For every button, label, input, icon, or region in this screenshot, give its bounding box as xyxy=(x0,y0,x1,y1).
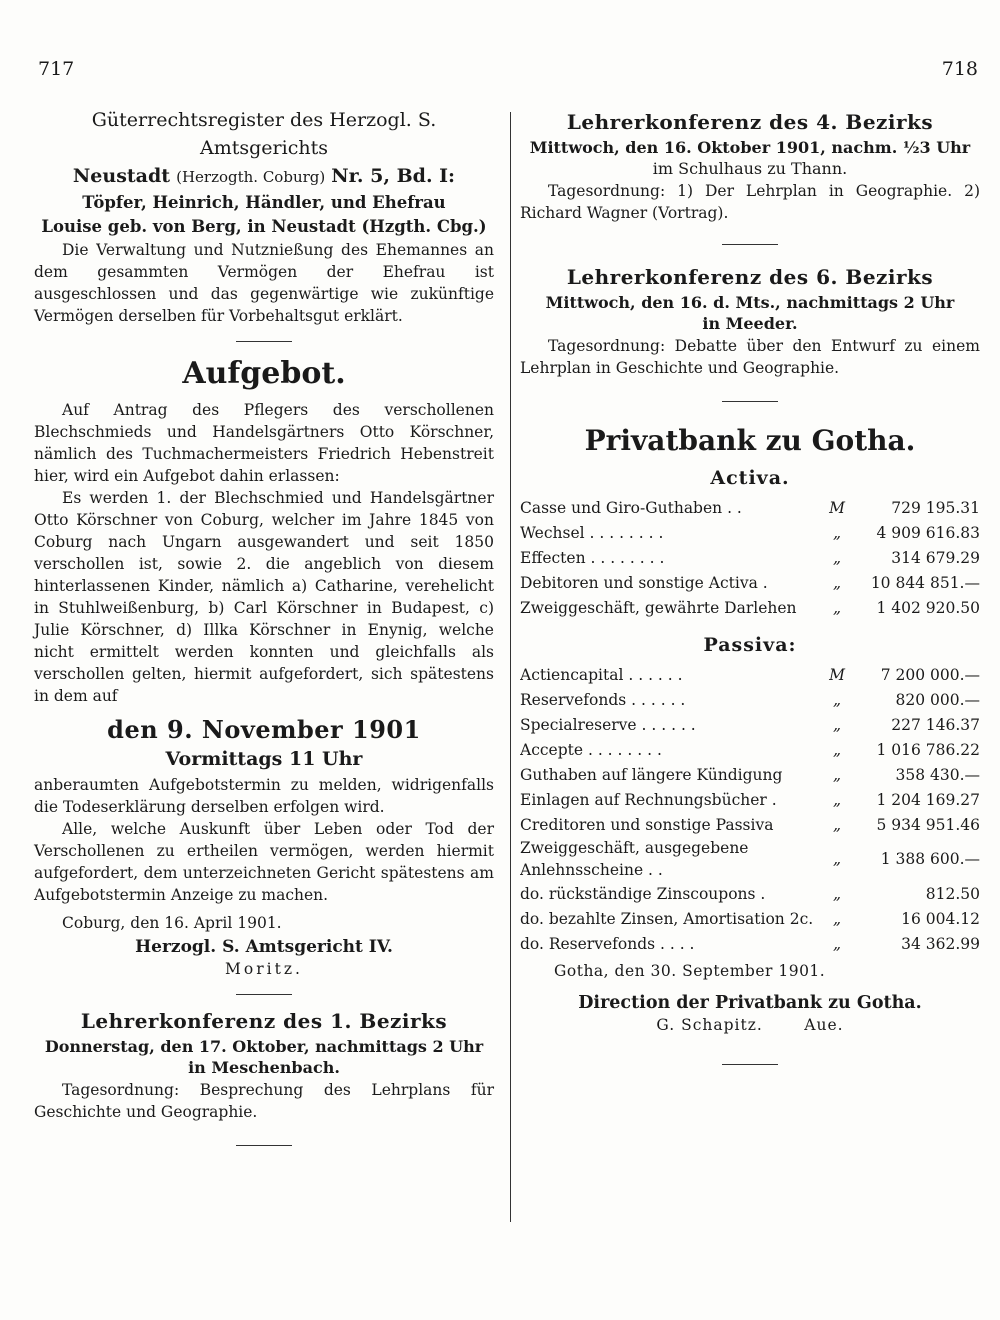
passiva-cur: „ xyxy=(832,909,842,928)
activa-cur: M xyxy=(829,498,845,517)
conf4-title: Lehrerkonferenz des 4. Bezirks xyxy=(566,110,934,134)
activa-heading: Activa. xyxy=(710,467,790,489)
aufgebot-date: den 9. November 1901 xyxy=(107,715,421,744)
activa-value: 10 844 851.— xyxy=(870,573,980,592)
page-number-left: 717 xyxy=(38,58,75,80)
passiva-heading: Passiva: xyxy=(703,634,797,656)
separator xyxy=(236,994,292,995)
activa-label: Debitoren und sonstige Activa . xyxy=(520,573,768,592)
passiva-label: Reservefonds . . . . . . xyxy=(520,690,686,709)
passiva-label: Zweiggeschäft, ausgegebene Anlehnsscheine . . xyxy=(520,839,749,879)
conf1-when: Donnerstag, den 17. Oktober, nachmittags 2 Uhr xyxy=(44,1037,484,1056)
passiva-cur: „ xyxy=(832,740,842,759)
passiva-label: Guthaben auf längere Kündigung xyxy=(520,765,783,784)
passiva-value: 34 362.99 xyxy=(901,934,980,953)
separator xyxy=(722,244,778,245)
table-row xyxy=(520,545,980,570)
activa-cur: „ xyxy=(832,598,842,617)
passiva-value: 1 388 600.— xyxy=(880,850,980,868)
bank-signers: G. Schapitz. Aue. xyxy=(656,1016,844,1034)
activa-label: Wechsel . . . . . . . . xyxy=(520,523,664,542)
separator xyxy=(722,401,778,402)
conf1-where: in Meschenbach. xyxy=(188,1058,340,1077)
aufgebot-para4: Alle, welche Auskunft über Leben oder Tod der Verschollenen zu ertheilen vermögen, werden hiermit aufgefordert, dem unterzeichneten Gericht spätestens am Aufgebotstermin Anzeige zu machen. xyxy=(34,820,494,904)
aufgebot-para2: Es werden 1. der Blechschmied und Handelsgärtner Otto Körschner von Coburg, welcher im Jahre 1845 von Coburg nach Ungarn ausgewandert und seit 1850 verschollen ist, sowie 2. die angeblich von diesem hinterlassenen Kinder, nämlich a) Catharine, verehelicht in Stuhlweißenburg, b) Carl Körschner in Budapest, c) Julie Körschner, d) Illka Körschner in Enynig, welche nicht ermittelt werden konnten und gleichfalls als verschollen gelten, hiermit aufgefordert, sich spätestens in dem auf xyxy=(34,489,494,705)
table-row xyxy=(520,881,980,906)
conf6-title: Lehrerkonferenz des 6. Bezirks xyxy=(566,265,934,289)
passiva-label: Creditoren und sonstige Passiva xyxy=(520,815,774,834)
conf4-when: Mittwoch, den 16. Oktober 1901, nachm. ½3 Uhr xyxy=(529,138,971,157)
conf1-title: Lehrerkonferenz des 1. Bezirks xyxy=(80,1009,448,1033)
aufgebot-time: Vormittags 11 Uhr xyxy=(165,748,363,770)
separator xyxy=(236,341,292,342)
aufgebot-court: Herzogl. S. Amtsgericht IV. xyxy=(135,937,393,957)
passiva-value: 227 146.37 xyxy=(891,715,980,734)
conf4-where: im Schulhaus zu Thann. xyxy=(652,159,848,178)
register-ref: Nr. 5, Bd. I: xyxy=(331,165,456,187)
conf6-when: Mittwoch, den 16. d. Mts., nachmittags 2 Uhr xyxy=(545,293,955,312)
conf6-agenda: Tagesordnung: Debatte über den Entwurf zu einem Lehrplan in Geschichte und Geographie. xyxy=(520,337,980,377)
aufgebot-signer: Moritz. xyxy=(225,960,303,978)
activa-value: 314 679.29 xyxy=(891,548,980,567)
right-column xyxy=(520,106,980,1079)
conf1-agenda: Tagesordnung: Besprechung des Lehrplans für Geschichte und Geographie. xyxy=(34,1081,494,1121)
passiva-cur: „ xyxy=(832,934,842,953)
table-row xyxy=(520,687,980,712)
activa-label: Casse und Giro-Guthaben . . xyxy=(520,498,742,517)
conf6-where: in Meeder. xyxy=(702,314,798,333)
left-column xyxy=(34,106,494,1160)
table-row xyxy=(520,931,980,956)
activa-value: 729 195.31 xyxy=(891,498,980,517)
register-region: (Herzogth. Coburg) xyxy=(176,168,326,186)
aufgebot-heading: Aufgebot. xyxy=(182,356,346,391)
passiva-value: 812.50 xyxy=(925,884,980,903)
passiva-cur: „ xyxy=(832,884,842,903)
passiva-label: do. rückständige Zinscoupons . xyxy=(520,884,766,903)
activa-label: Effecten . . . . . . . . xyxy=(520,548,665,567)
bank-place-date: Gotha, den 30. September 1901. xyxy=(554,962,826,980)
aufgebot-place-date: Coburg, den 16. April 1901. xyxy=(62,914,282,932)
passiva-value: 820 000.— xyxy=(895,690,980,709)
activa-label: Zweiggeschäft, gewährte Darlehen xyxy=(520,598,797,617)
activa-cur: „ xyxy=(832,573,842,592)
conf4-agenda: Tagesordnung: 1) Der Lehrplan in Geographie. 2) Richard Wagner (Vortrag). xyxy=(520,182,980,222)
passiva-label: Actiencapital . . . . . . xyxy=(520,665,683,684)
table-row xyxy=(520,737,980,762)
register-parties-1: Töpfer, Heinrich, Händler, und Ehefrau xyxy=(82,193,446,212)
page-number-right: 718 xyxy=(941,58,978,80)
table-row xyxy=(520,812,980,837)
passiva-value: 1 204 169.27 xyxy=(876,790,980,809)
register-title-line1: Güterrechtsregister des Herzogl. S. Amtsgerichts xyxy=(91,109,437,159)
passiva-value: 358 430.— xyxy=(895,765,980,784)
register-place: Neustadt xyxy=(72,165,171,187)
aufgebot-para1: Auf Antrag des Pflegers des verschollenen Blechschmieds und Handelsgärtners Otto Körschner, nämlich des Tuchmachermeisters Friedrich Hebenstreit hier, wird ein Aufgebot dahin erlassen: xyxy=(34,401,494,485)
bank-title: Privatbank zu Gotha. xyxy=(584,424,916,457)
activa-cur: „ xyxy=(832,523,842,542)
table-row xyxy=(520,837,980,881)
activa-value: 4 909 616.83 xyxy=(876,523,980,542)
activa-cur: „ xyxy=(832,548,842,567)
aufgebot-para3: anberaumten Aufgebotstermin zu melden, widrigenfalls die Todeserklärung derselben erfolgen wird. xyxy=(34,776,494,816)
register-body: Die Verwaltung und Nutznießung des Ehemannes an dem gesammten Vermögen der Ehefrau ist ausgeschlossen und das gegenwärtige wie zukünftige Vermögen derselben für Vorbehaltsgut erklärt. xyxy=(34,241,494,325)
register-parties-2: Louise geb. von Berg, in Neustadt (Hzgth. Cbg.) xyxy=(41,217,487,236)
passiva-label: do. Reservefonds . . . . xyxy=(520,934,695,953)
passiva-cur: „ xyxy=(832,815,842,834)
passiva-value: 1 016 786.22 xyxy=(876,740,980,759)
passiva-label: do. bezahlte Zinsen, Amortisation 2c. xyxy=(520,909,814,928)
passiva-label: Einlagen auf Rechnungsbücher . xyxy=(520,790,777,809)
table-row xyxy=(520,712,980,737)
table-row xyxy=(520,906,980,931)
activa-table xyxy=(520,495,980,620)
passiva-cur: „ xyxy=(832,690,842,709)
table-row xyxy=(520,520,980,545)
passiva-value: 5 934 951.46 xyxy=(876,815,980,834)
passiva-label: Accepte . . . . . . . . xyxy=(520,740,662,759)
passiva-cur: „ xyxy=(832,850,842,868)
passiva-value: 7 200 000.— xyxy=(880,665,980,684)
table-row xyxy=(520,787,980,812)
separator xyxy=(722,1064,778,1065)
table-row xyxy=(520,662,980,687)
register-title-line2 xyxy=(34,162,494,191)
activa-value: 1 402 920.50 xyxy=(876,598,980,617)
passiva-cur: M xyxy=(829,665,845,684)
passiva-label: Specialreserve . . . . . . xyxy=(520,715,696,734)
bank-direction: Direction der Privatbank zu Gotha. xyxy=(578,993,922,1013)
table-row xyxy=(520,495,980,520)
column-divider xyxy=(510,112,511,1222)
passiva-value: 16 004.12 xyxy=(901,909,980,928)
table-row xyxy=(520,570,980,595)
separator xyxy=(236,1145,292,1146)
table-row xyxy=(520,762,980,787)
passiva-table xyxy=(520,662,980,956)
passiva-cur: „ xyxy=(832,765,842,784)
passiva-cur: „ xyxy=(832,715,842,734)
table-row xyxy=(520,595,980,620)
passiva-cur: „ xyxy=(832,790,842,809)
